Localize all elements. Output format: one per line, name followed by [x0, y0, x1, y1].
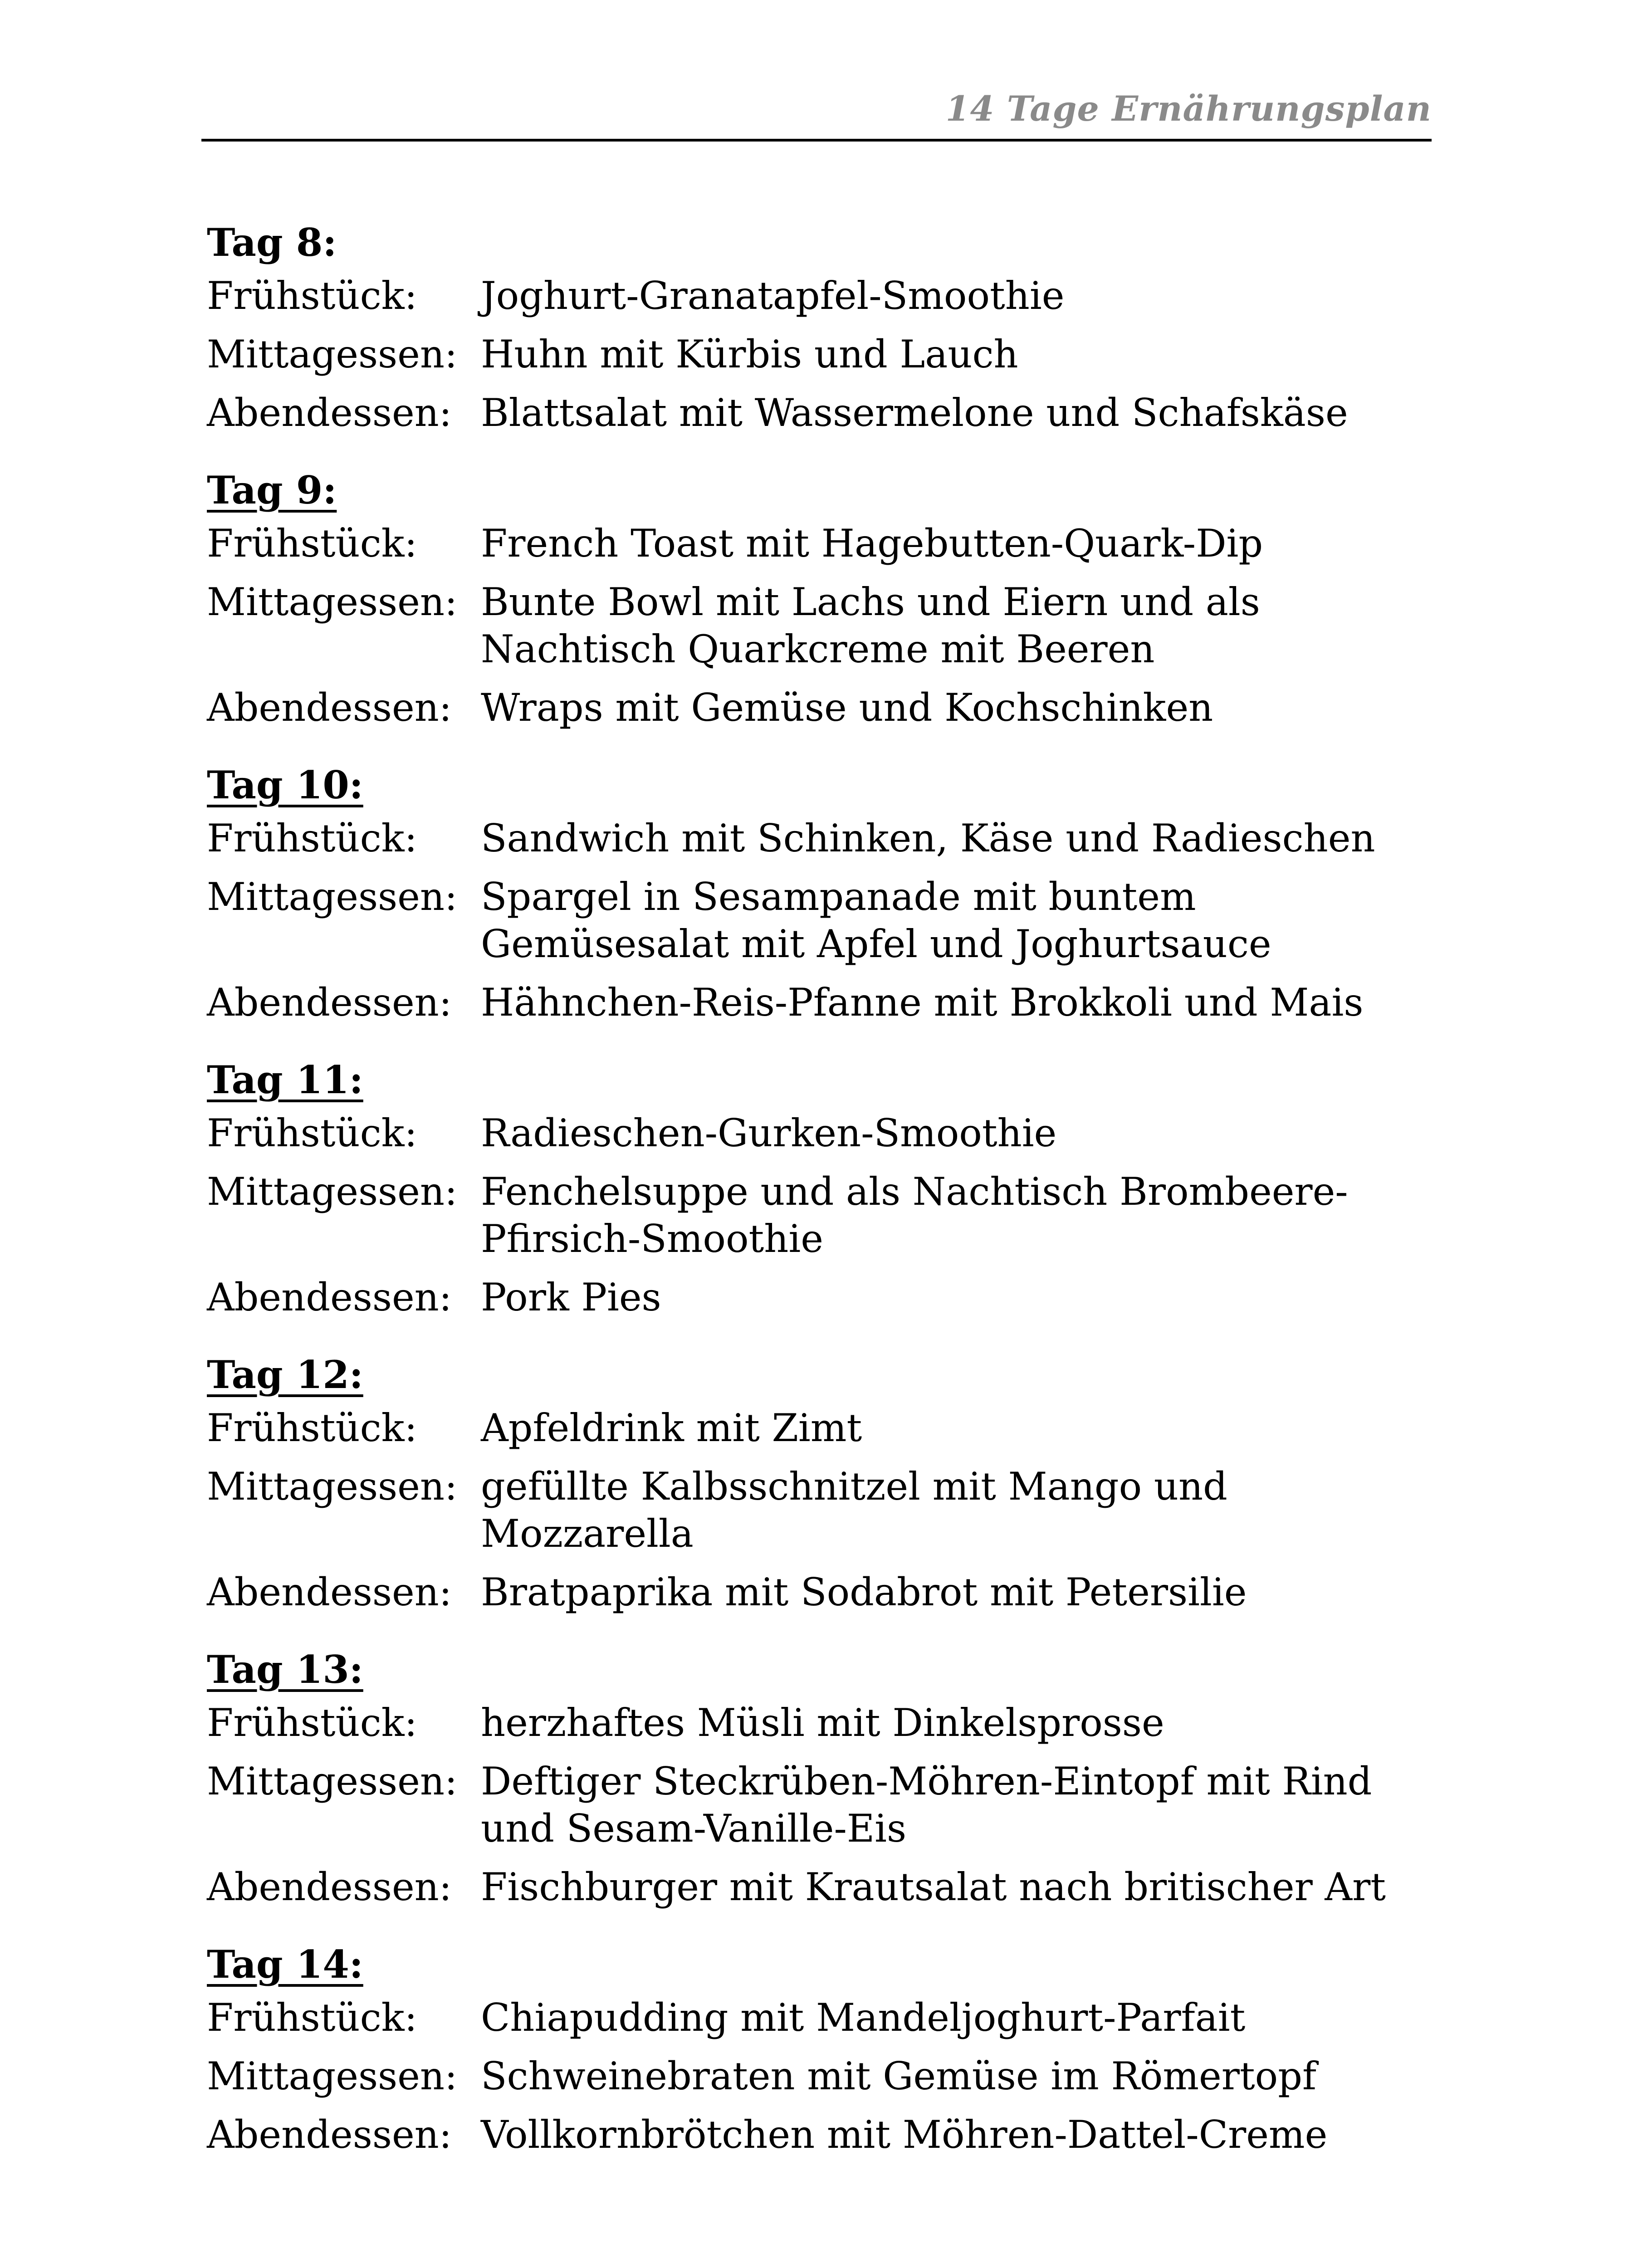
meal-row-dinner [207, 2111, 1432, 2158]
meal-text: Bunte Bowl mit Lachs und Eiern und als Nachtisch Quarkcreme mit Beeren [481, 580, 1260, 671]
meal-text: Schweinebraten mit Gemüse im Römertopf [481, 2054, 1317, 2098]
running-header: 14 Tage Ernährungsplan [945, 88, 1432, 129]
day-title: Tag 14: [207, 1942, 363, 1987]
meal-text: Bratpaprika mit Sodabrot mit Petersilie [481, 1570, 1247, 1614]
day-section-11 [207, 1051, 1432, 1321]
meal-row-lunch [207, 2053, 1432, 2100]
day-section-13 [207, 1640, 1432, 1911]
day-title: Tag 9: [207, 468, 337, 513]
meal-label: Frühstück: [207, 1111, 417, 1155]
meal-label: Frühstück: [207, 521, 417, 566]
meal-text: Spargel in Sesampanade mit buntem Gemüsesalat mit Apfel und Joghurtsauce [481, 875, 1271, 966]
meal-text: gefüllte Kalbsschnitzel mit Mango und Mozzarella [481, 1464, 1227, 1556]
day-section-12 [207, 1345, 1432, 1616]
meal-row-dinner [207, 684, 1432, 731]
meal-row-breakfast [207, 1699, 1432, 1746]
meal-text: Sandwich mit Schinken, Käse und Radieschen [481, 816, 1375, 860]
meal-row-dinner [207, 389, 1432, 436]
meal-row-lunch [207, 1168, 1432, 1262]
meal-label: Mittagessen: [207, 1169, 458, 1214]
meal-row-dinner [207, 1274, 1432, 1321]
meal-row-lunch [207, 1463, 1432, 1557]
meal-row-dinner [207, 979, 1432, 1026]
meal-row-breakfast [207, 1994, 1432, 2041]
meal-label: Frühstück: [207, 274, 417, 318]
day-title: Tag 11: [207, 1057, 363, 1102]
meal-label: Mittagessen: [207, 875, 458, 919]
meal-row-breakfast [207, 520, 1432, 567]
meal-row-lunch [207, 1758, 1432, 1852]
meal-label: Mittagessen: [207, 580, 458, 624]
day-title: Tag 13: [207, 1647, 363, 1692]
meal-label: Abendessen: [207, 2112, 452, 2157]
meal-label: Abendessen: [207, 1865, 452, 1909]
meal-row-dinner [207, 1863, 1432, 1911]
meal-label: Abendessen: [207, 1275, 452, 1320]
meal-label: Mittagessen: [207, 1464, 458, 1509]
meal-label: Frühstück: [207, 1406, 417, 1450]
meal-row-lunch [207, 873, 1432, 968]
day-section-14 [207, 1935, 1432, 2158]
meal-text: Fenchelsuppe und als Nachtisch Brombeere-Pfirsich-Smoothie [481, 1169, 1348, 1261]
meal-text: Chiapudding mit Mandeljoghurt-Parfait [481, 1995, 1246, 2040]
meal-text: Blattsalat mit Wassermelone und Schafskäse [481, 391, 1348, 435]
meal-row-breakfast [207, 1404, 1432, 1452]
meal-label: Abendessen: [207, 685, 452, 730]
meal-label: Mittagessen: [207, 2054, 458, 2098]
meal-text: Radieschen-Gurken-Smoothie [481, 1111, 1057, 1155]
meal-row-lunch [207, 331, 1432, 378]
day-title: Tag 12: [207, 1352, 363, 1397]
header-rule [201, 139, 1432, 142]
meal-plan [207, 213, 1432, 2183]
day-section-9 [207, 461, 1432, 731]
meal-row-breakfast [207, 272, 1432, 319]
day-title: Tag 8: [207, 220, 337, 265]
meal-text: Hähnchen-Reis-Pfanne mit Brokkoli und Mais [481, 980, 1364, 1025]
meal-text: Fischburger mit Krautsalat nach britischer Art [481, 1865, 1386, 1909]
meal-text: Huhn mit Kürbis und Lauch [481, 332, 1018, 376]
day-title: Tag 10: [207, 763, 363, 807]
meal-text: Deftiger Steckrüben-Möhren-Eintopf mit Rind und Sesam-Vanille-Eis [481, 1759, 1372, 1851]
meal-label: Abendessen: [207, 980, 452, 1025]
meal-label: Abendessen: [207, 391, 452, 435]
meal-label: Frühstück: [207, 1701, 417, 1745]
meal-row-breakfast [207, 1110, 1432, 1157]
meal-text: Apfeldrink mit Zimt [481, 1406, 862, 1450]
meal-label: Mittagessen: [207, 332, 458, 376]
meal-label: Mittagessen: [207, 1759, 458, 1804]
meal-text: Wraps mit Gemüse und Kochschinken [481, 685, 1213, 730]
meal-text: French Toast mit Hagebutten-Quark-Dip [481, 521, 1263, 566]
day-section-8 [207, 213, 1432, 436]
meal-text: herzhaftes Müsli mit Dinkelsprosse [481, 1701, 1164, 1745]
meal-label: Frühstück: [207, 816, 417, 860]
meal-text: Vollkornbrötchen mit Möhren-Dattel-Creme [481, 2112, 1328, 2157]
meal-row-breakfast [207, 815, 1432, 862]
meal-row-dinner [207, 1569, 1432, 1616]
day-section-10 [207, 756, 1432, 1026]
meal-row-lunch [207, 578, 1432, 673]
meal-text: Pork Pies [481, 1275, 661, 1320]
meal-label: Abendessen: [207, 1570, 452, 1614]
meal-text: Joghurt-Granatapfel-Smoothie [481, 274, 1065, 318]
meal-label: Frühstück: [207, 1995, 417, 2040]
